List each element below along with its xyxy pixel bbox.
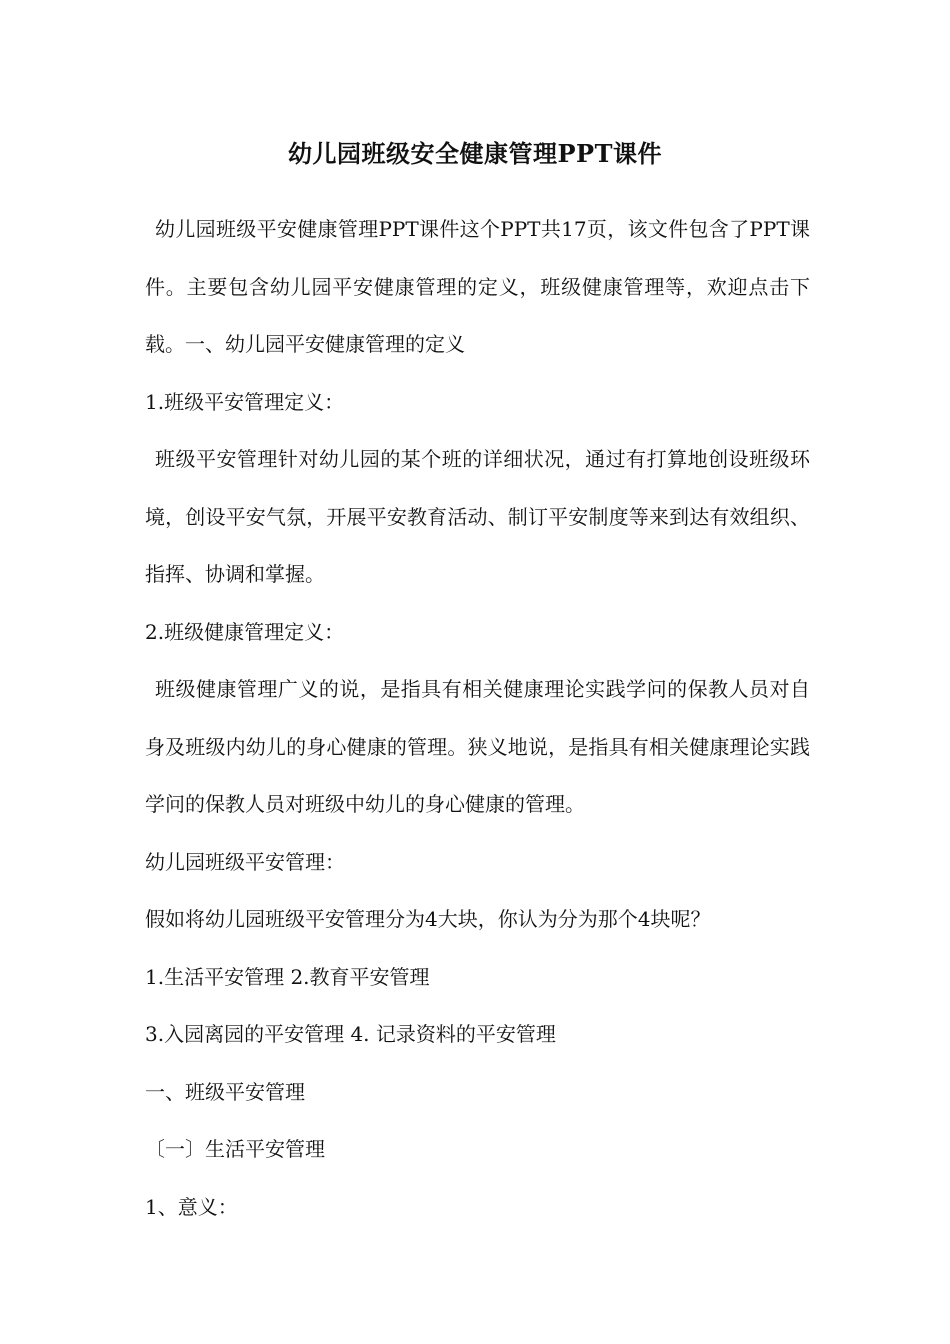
section-heading-class-safety-management: 一、班级平安管理 (145, 1079, 305, 1104)
section-heading-class-health-definition: 2.班级健康管理定义： (145, 619, 345, 644)
document-title: 幼儿园班级安全健康管理PPT课件 (288, 139, 662, 168)
class-health-definition-paragraph: 班级健康管理广义的说，是指具有相关健康理论实践学问的保教人员对自身及班级内幼儿的身心健康的管理。狭义地说，是指具有相关健康理论实践学问的保教人员对班级中幼儿的身心健康的管理。 (145, 677, 810, 816)
document-body (145, 201, 810, 1236)
question-paragraph: 假如将幼儿园班级平安管理分为4大块，你认为分为那个4块呢？ (145, 907, 711, 931)
section-heading-class-safety-definition: 1.班级平安管理定义： (145, 389, 345, 414)
subsection-heading-life-safety: 〔一〕生活平安管理 (145, 1137, 325, 1161)
section-heading-kindergarten-safety: 幼儿园班级平安管理： (145, 849, 345, 874)
list-item-3-4: 3.入园离园的平安管理 4. 记录资料的平安管理 (145, 1022, 556, 1046)
list-item-1-2: 1.生活平安管理 2.教育平安管理 (145, 964, 430, 989)
class-safety-definition-paragraph: 班级平安管理针对幼儿园的某个班的详细状况，通过有打算地创设班级环境，创设平安气氛，开展平安教育活动、制订平安制度等来到达有效组织、指挥、协调和掌握。 (145, 447, 810, 586)
subsection-item-meaning: 1、意义： (145, 1194, 238, 1219)
intro-paragraph: 幼儿园班级平安健康管理PPT课件这个PPT共17页，该文件包含了PPT课件。主要包含幼儿园平安健康管理的定义，班级健康管理等，欢迎点击下载。一、幼儿园平安健康管理的定义 (145, 217, 810, 356)
